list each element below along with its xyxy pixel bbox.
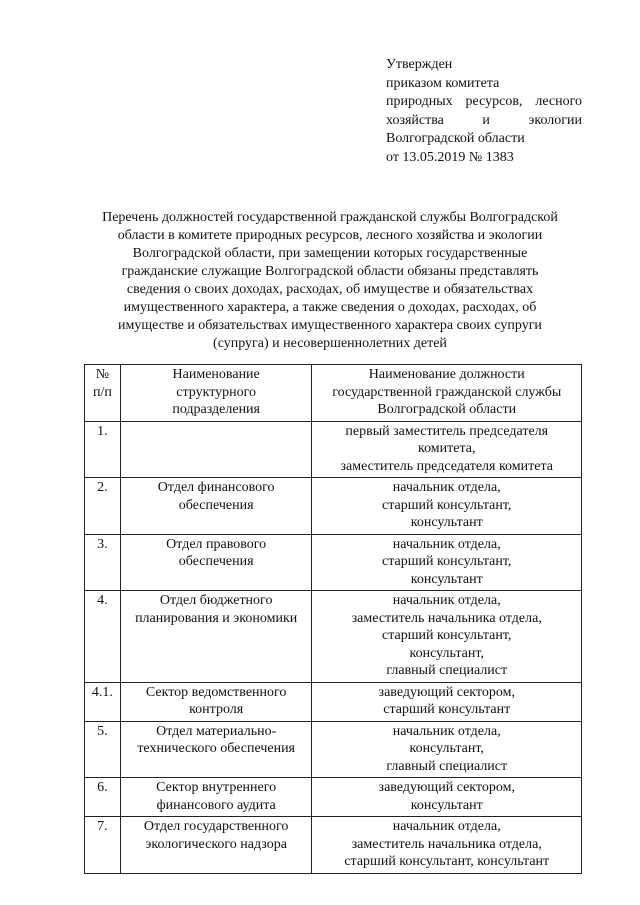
title-line: имуществе и обязательствах имущественного характера своих супруги	[118, 318, 542, 333]
row-number	[85, 682, 121, 721]
structural-unit-line: финансового аудита	[156, 797, 276, 813]
position-line: старший консультант,	[382, 628, 512, 643]
structural-unit-line: обеспечения	[178, 554, 254, 569]
table-row	[85, 591, 582, 683]
structural-unit-line: технического обеспечения	[137, 741, 295, 756]
position-line: заместитель начальника отдела,	[351, 836, 542, 852]
structural-unit-line: Отдел правового	[166, 536, 267, 552]
position-line: начальник отдела,	[392, 536, 501, 552]
title-line: Волгоградской области, при замещении которых государственные	[132, 246, 528, 261]
approval-line: от 13.05.2019 № 1383	[386, 149, 514, 165]
approval-stamp	[386, 56, 582, 167]
structural-unit-line: Отдел материально-	[156, 723, 277, 739]
structural-unit-line: экологического надзора	[145, 836, 287, 852]
approval-line: приказом комитета	[386, 75, 500, 91]
position-cell	[312, 682, 582, 721]
position-line: первый заместитель председателя	[345, 423, 549, 439]
position-line: старший консультант, консультант	[344, 854, 550, 869]
position-cell	[312, 421, 582, 478]
structural-unit-line: контроля	[189, 702, 244, 717]
header-line: п/п	[92, 384, 112, 400]
row-number-text: 3.	[97, 536, 108, 552]
position-cell	[312, 534, 582, 591]
structural-unit-cell	[120, 591, 312, 683]
header-line: государственной гражданской службы	[332, 384, 562, 400]
position-cell	[312, 478, 582, 535]
approval-line: хозяйства и экологии	[386, 112, 582, 128]
structural-unit-line: обеспечения	[178, 497, 254, 513]
position-line: заведующий сектором,	[378, 780, 515, 795]
row-number	[85, 534, 121, 591]
row-number	[85, 421, 121, 478]
position-line: главный специалист	[386, 663, 508, 678]
header-line: структурного	[176, 384, 257, 400]
position-cell	[312, 721, 582, 778]
row-number	[85, 721, 121, 778]
structural-unit-line: Сектор ведомственного	[145, 684, 287, 700]
approval-line: Утвержден	[386, 57, 453, 72]
structural-unit-cell	[120, 817, 312, 874]
title-line: области в комитете природных ресурсов, лесного хозяйства и экологии	[117, 228, 543, 243]
table-row	[85, 778, 582, 817]
title-line: имущественного характера, а также сведения о доходах, расходах, об	[123, 300, 537, 315]
position-line: старший консультант,	[382, 497, 512, 513]
position-cell	[312, 591, 582, 683]
row-number-text: 7.	[97, 819, 108, 834]
header-cell-number	[85, 365, 121, 422]
header-line: Волгоградской области	[377, 402, 517, 417]
position-cell	[312, 817, 582, 874]
structural-unit-line: Отдел финансового	[157, 480, 275, 495]
structural-unit-cell	[120, 721, 312, 778]
document-title	[80, 209, 580, 353]
position-line: комитета,	[417, 441, 476, 456]
row-number-text: 4.	[97, 593, 108, 608]
header-line: подразделения	[172, 402, 260, 417]
row-number	[85, 591, 121, 683]
positions-table	[84, 364, 582, 874]
header-cell-position	[312, 365, 582, 422]
table-row	[85, 478, 582, 535]
row-number-text: 4.1.	[91, 684, 113, 700]
position-line: консультант,	[409, 645, 484, 661]
title-line: гражданские служащие Волгоградской области обязаны представлять	[121, 264, 539, 279]
structural-unit-line: Сектор внутреннего	[156, 780, 277, 795]
position-line: консультант	[410, 515, 483, 530]
approval-line: Волгоградской области	[386, 131, 525, 146]
position-line: консультант,	[409, 741, 484, 756]
row-number	[85, 778, 121, 817]
table-row	[85, 421, 582, 478]
row-number-text: 1.	[97, 423, 108, 439]
structural-unit-cell	[120, 534, 312, 591]
structural-unit-cell	[120, 682, 312, 721]
position-line: начальник отдела,	[392, 593, 501, 608]
table-header-row	[85, 365, 582, 422]
row-number-text: 2.	[97, 480, 108, 495]
title-line: сведения о своих доходах, расходах, об имуществе и обязательствах	[126, 282, 534, 297]
header-cell-unit	[120, 365, 312, 422]
position-line: заведующий сектором,	[378, 684, 515, 700]
position-line: старший консультант	[383, 702, 511, 717]
title-line: Перечень должностей государственной гражданской службы Волгоградской	[102, 210, 558, 225]
table-row	[85, 721, 582, 778]
header-line: Наименование	[172, 367, 260, 382]
structural-unit-line: планирования и экономики	[135, 610, 298, 626]
position-line: начальник отдела,	[392, 723, 501, 739]
table-row	[85, 682, 582, 721]
title-line: (супруга) и несовершеннолетних детей	[213, 336, 447, 351]
structural-unit-cell	[120, 478, 312, 535]
position-line: консультант	[410, 571, 483, 587]
row-number	[85, 478, 121, 535]
header-line: №	[95, 367, 110, 382]
row-number-text: 5.	[97, 723, 108, 739]
row-number-text: 6.	[97, 780, 108, 795]
approval-line: природных ресурсов, лесного	[386, 94, 582, 109]
structural-unit-line: Отдел бюджетного	[159, 593, 273, 608]
position-line: начальник отдела,	[392, 480, 501, 495]
table-row	[85, 534, 582, 591]
position-line: консультант	[410, 797, 483, 813]
structural-unit-line: Отдел государственного	[143, 819, 289, 834]
structural-unit-cell	[120, 778, 312, 817]
position-line: старший консультант,	[382, 554, 512, 569]
row-number	[85, 817, 121, 874]
structural-unit-cell	[120, 421, 312, 478]
position-line: главный специалист	[386, 758, 508, 774]
header-line: Наименование должности	[368, 367, 525, 382]
position-line: заместитель начальника отдела,	[351, 610, 542, 626]
position-line: заместитель председателя комитета	[340, 458, 553, 474]
position-cell	[312, 778, 582, 817]
position-line: начальник отдела,	[392, 819, 501, 834]
table-row	[85, 817, 582, 874]
